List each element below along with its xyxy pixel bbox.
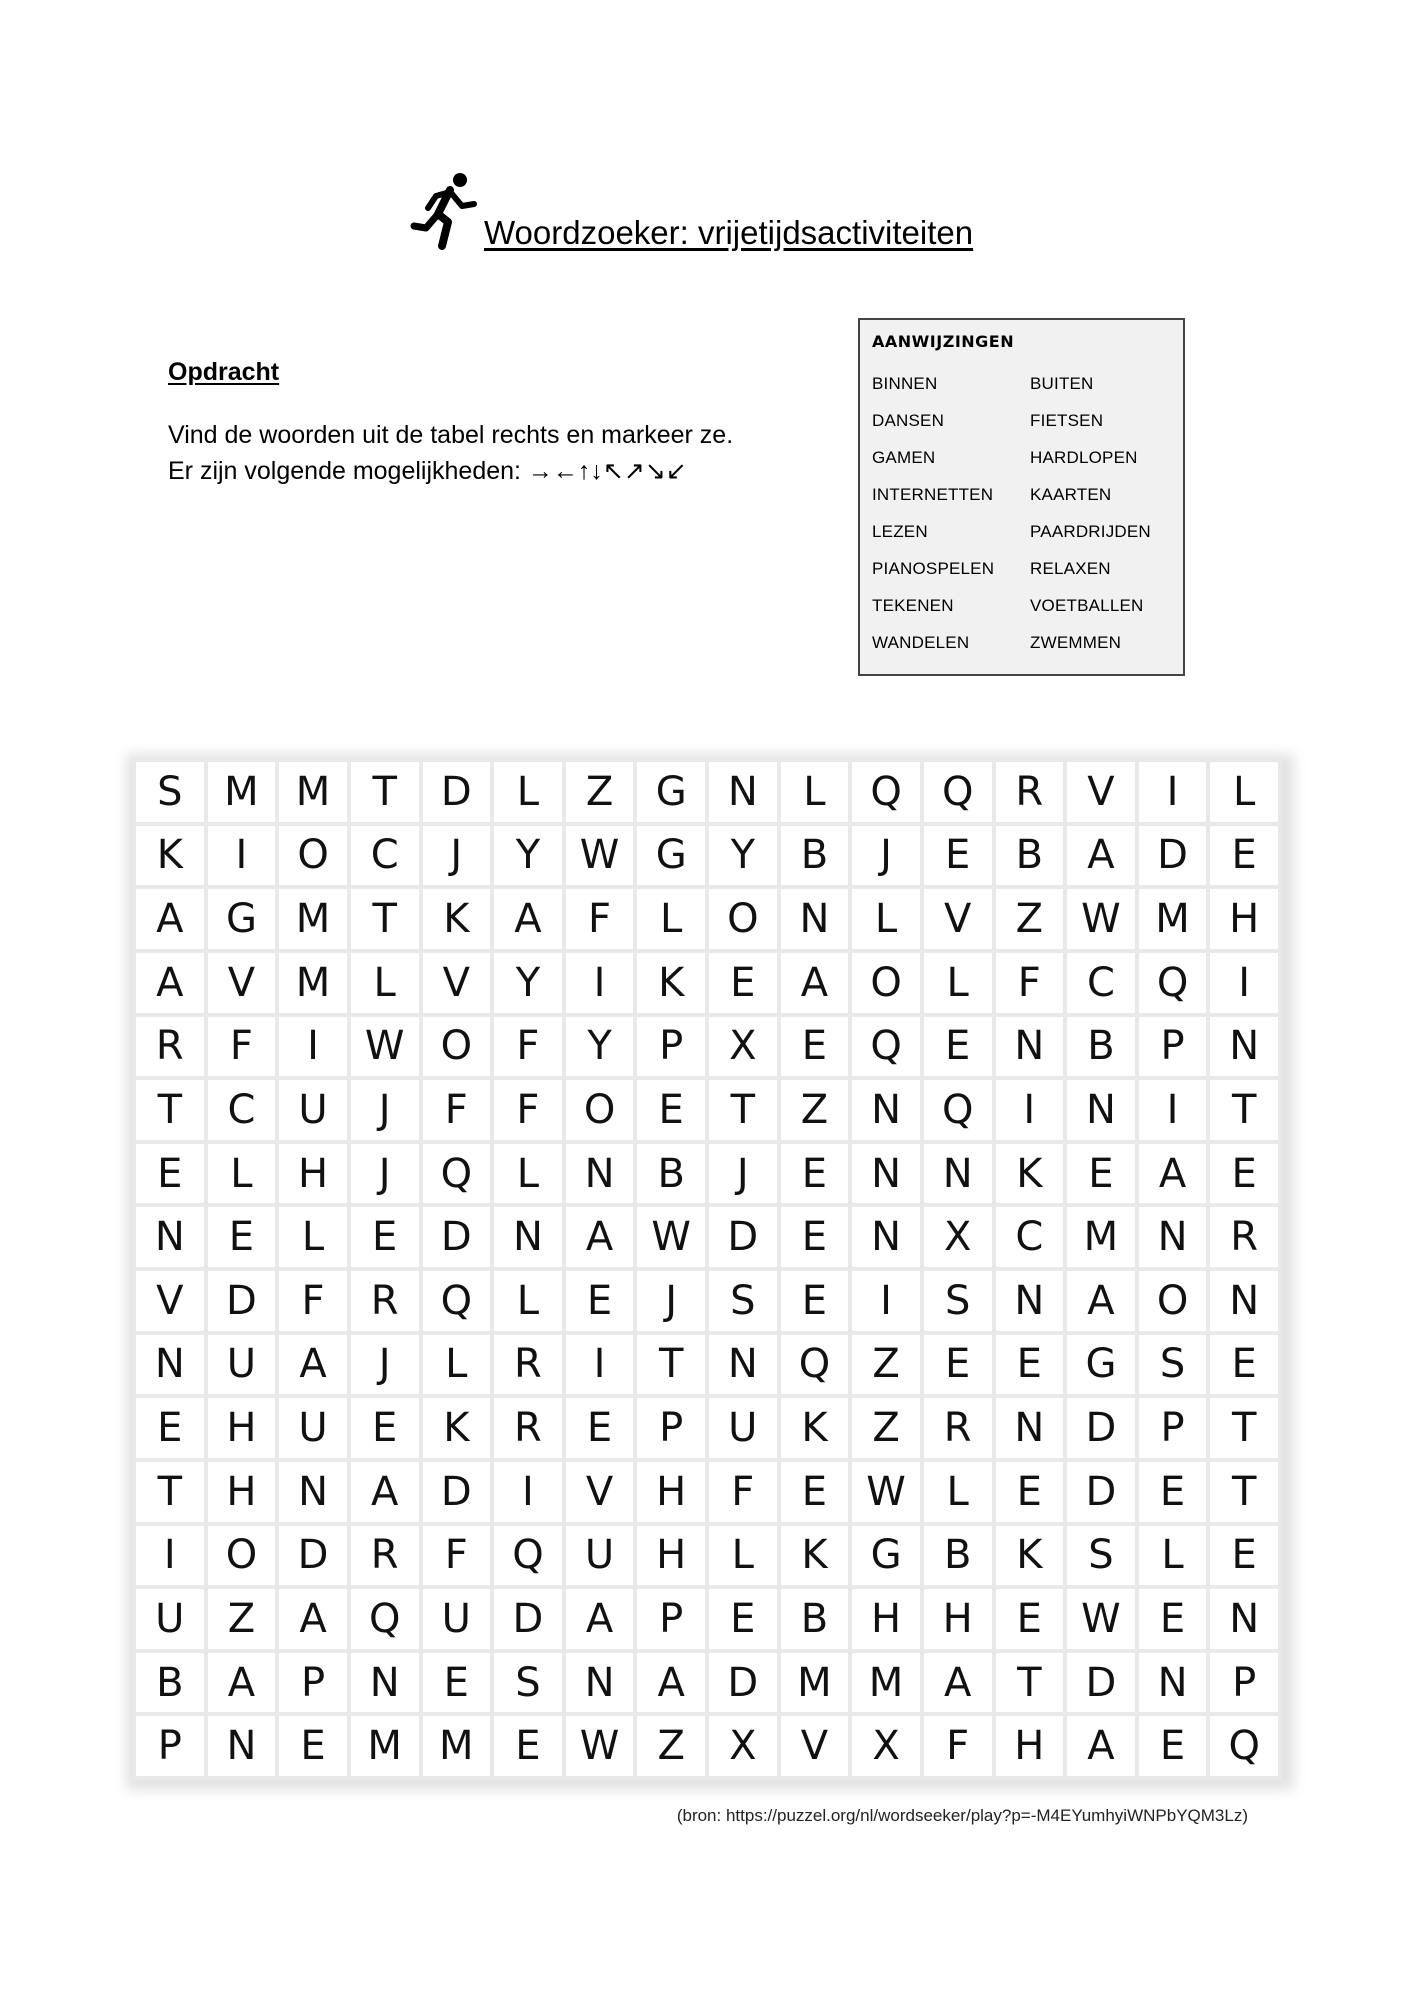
grid-cell[interactable]: Q [494, 1526, 562, 1586]
grid-cell[interactable]: N [566, 1144, 634, 1204]
grid-cell[interactable]: E [1139, 1716, 1207, 1776]
grid-cell[interactable]: M [279, 762, 347, 822]
grid-cell[interactable]: A [1139, 1144, 1207, 1204]
grid-cell[interactable]: X [852, 1716, 920, 1776]
grid-cell[interactable]: L [924, 1462, 992, 1522]
grid-cell[interactable]: F [208, 1017, 276, 1077]
grid-cell[interactable]: E [1210, 1335, 1278, 1395]
grid-cell[interactable]: N [1210, 1589, 1278, 1649]
grid-cell[interactable]: E [637, 1080, 705, 1140]
grid-cell[interactable]: N [1067, 1080, 1135, 1140]
grid-cell[interactable]: K [423, 889, 491, 949]
grid-cell[interactable]: U [208, 1335, 276, 1395]
hint-word: PAARDRIJDEN [1030, 522, 1151, 541]
grid-cell[interactable]: H [996, 1716, 1064, 1776]
grid-cell[interactable]: D [423, 1207, 491, 1267]
grid-cell[interactable]: C [208, 1080, 276, 1140]
page-header [410, 170, 1030, 260]
grid-cell[interactable]: R [351, 1526, 419, 1586]
grid-cell[interactable]: L [709, 1526, 777, 1586]
grid-cell[interactable]: Q [781, 1335, 849, 1395]
grid-cell[interactable]: P [637, 1589, 705, 1649]
grid-cell[interactable]: U [136, 1589, 204, 1649]
grid-cell[interactable]: T [1210, 1398, 1278, 1458]
grid-cell[interactable]: Q [1139, 953, 1207, 1013]
grid-cell[interactable]: W [1067, 889, 1135, 949]
grid-cell[interactable]: U [279, 1398, 347, 1458]
grid-cell[interactable]: E [709, 953, 777, 1013]
grid-cell[interactable]: A [279, 1335, 347, 1395]
grid-cell[interactable]: T [136, 1462, 204, 1522]
grid-cell[interactable]: L [351, 953, 419, 1013]
grid-cell[interactable]: B [1067, 1017, 1135, 1077]
grid-cell[interactable]: O [208, 1526, 276, 1586]
grid-cell[interactable]: N [208, 1716, 276, 1776]
grid-cell[interactable]: L [924, 953, 992, 1013]
grid-cell[interactable]: G [208, 889, 276, 949]
grid-cell[interactable]: N [781, 889, 849, 949]
grid-cell[interactable]: V [1067, 762, 1135, 822]
grid-cell[interactable]: I [208, 826, 276, 886]
grid-cell[interactable]: D [1067, 1462, 1135, 1522]
grid-cell[interactable]: V [566, 1462, 634, 1522]
grid-cell[interactable]: M [279, 953, 347, 1013]
grid-cell[interactable]: J [637, 1271, 705, 1331]
grid-cell[interactable]: I [566, 1335, 634, 1395]
hints-title: AANWIJZINGEN [872, 332, 1015, 351]
grid-cell[interactable]: E [1139, 1462, 1207, 1522]
hint-word: HARDLOPEN [1030, 448, 1138, 467]
grid-cell[interactable]: F [709, 1462, 777, 1522]
grid-cell[interactable]: X [709, 1716, 777, 1776]
grid-cell[interactable]: Y [494, 826, 562, 886]
grid-cell[interactable]: N [709, 762, 777, 822]
grid-cell[interactable]: A [279, 1589, 347, 1649]
grid-cell[interactable]: K [423, 1398, 491, 1458]
hint-word: KAARTEN [1030, 485, 1112, 504]
grid-cell[interactable]: L [494, 762, 562, 822]
grid-cell[interactable]: U [423, 1589, 491, 1649]
grid-cell[interactable]: N [1139, 1207, 1207, 1267]
grid-cell[interactable]: T [709, 1080, 777, 1140]
grid-cell[interactable]: D [423, 762, 491, 822]
grid-cell[interactable]: U [709, 1398, 777, 1458]
grid-cell[interactable]: E [996, 1462, 1064, 1522]
grid-cell[interactable]: E [351, 1398, 419, 1458]
grid-cell[interactable]: E [781, 1462, 849, 1522]
grid-cell[interactable]: Z [208, 1589, 276, 1649]
assignment-text [168, 417, 808, 489]
grid-cell[interactable]: R [136, 1017, 204, 1077]
grid-cell[interactable]: Q [351, 1589, 419, 1649]
grid-cell[interactable]: F [423, 1080, 491, 1140]
grid-cell[interactable]: G [637, 826, 705, 886]
grid-cell[interactable]: P [1210, 1653, 1278, 1713]
grid-cell[interactable]: O [709, 889, 777, 949]
grid-cell[interactable]: K [781, 1398, 849, 1458]
grid-cell[interactable]: E [566, 1271, 634, 1331]
grid-cell[interactable]: L [423, 1335, 491, 1395]
grid-cell[interactable]: S [136, 762, 204, 822]
grid-cell[interactable]: E [136, 1144, 204, 1204]
grid-cell[interactable]: V [208, 953, 276, 1013]
grid-cell[interactable]: N [996, 1398, 1064, 1458]
grid-cell[interactable]: R [351, 1271, 419, 1331]
grid-cell[interactable]: K [637, 953, 705, 1013]
grid-cell[interactable]: H [852, 1589, 920, 1649]
grid-cell[interactable]: N [1210, 1271, 1278, 1331]
grid-cell[interactable]: N [1139, 1653, 1207, 1713]
grid-cell[interactable]: W [1067, 1589, 1135, 1649]
grid-cell[interactable]: D [423, 1462, 491, 1522]
grid-cell[interactable]: S [1067, 1526, 1135, 1586]
assignment-line-1: Vind de woorden uit de tabel rechts en markeer ze. [168, 421, 734, 449]
grid-cell[interactable]: O [279, 826, 347, 886]
grid-cell[interactable]: M [1139, 889, 1207, 949]
grid-cell[interactable]: C [351, 826, 419, 886]
runner-icon [410, 170, 480, 250]
grid-cell[interactable]: A [566, 1589, 634, 1649]
grid-cell[interactable]: O [423, 1017, 491, 1077]
grid-cell[interactable]: N [996, 1017, 1064, 1077]
grid-cell[interactable]: N [136, 1207, 204, 1267]
grid-cell[interactable]: V [136, 1271, 204, 1331]
grid-cell[interactable]: T [1210, 1080, 1278, 1140]
grid-cell[interactable]: K [996, 1526, 1064, 1586]
grid-cell[interactable]: N [996, 1271, 1064, 1331]
grid-cell[interactable]: M [852, 1653, 920, 1713]
grid-cell[interactable]: B [924, 1526, 992, 1586]
grid-cell[interactable]: Q [924, 1080, 992, 1140]
grid-cell[interactable]: D [1067, 1653, 1135, 1713]
grid-cell[interactable]: H [208, 1462, 276, 1522]
grid-cell[interactable]: H [637, 1462, 705, 1522]
grid-cell[interactable]: U [566, 1526, 634, 1586]
grid-cell[interactable]: L [637, 889, 705, 949]
grid-cell[interactable]: P [637, 1017, 705, 1077]
grid-cell[interactable]: M [279, 889, 347, 949]
grid-cell[interactable]: Z [996, 889, 1064, 949]
grid-cell[interactable]: J [351, 1144, 419, 1204]
hint-word: FIETSEN [1030, 411, 1104, 430]
grid-cell[interactable]: M [351, 1716, 419, 1776]
grid-cell[interactable]: Z [852, 1398, 920, 1458]
grid-cell[interactable]: H [637, 1526, 705, 1586]
hint-word: DANSEN [872, 411, 945, 430]
grid-cell[interactable]: E [423, 1653, 491, 1713]
grid-cell[interactable]: N [494, 1207, 562, 1267]
grid-cell[interactable]: C [1067, 953, 1135, 1013]
grid-cell[interactable]: B [637, 1144, 705, 1204]
grid-cell[interactable]: A [351, 1462, 419, 1522]
grid-cell[interactable]: D [1067, 1398, 1135, 1458]
grid-cell[interactable]: D [709, 1207, 777, 1267]
grid-cell[interactable]: I [1139, 762, 1207, 822]
grid-cell[interactable]: L [781, 762, 849, 822]
grid-cell[interactable]: B [996, 826, 1064, 886]
grid-cell[interactable]: V [423, 953, 491, 1013]
grid-cell[interactable]: A [136, 953, 204, 1013]
grid-cell[interactable]: Z [781, 1080, 849, 1140]
grid-cell[interactable]: I [996, 1080, 1064, 1140]
grid-cell[interactable]: E [279, 1716, 347, 1776]
grid-cell[interactable]: J [351, 1335, 419, 1395]
grid-cell[interactable]: Z [852, 1335, 920, 1395]
grid-cell[interactable]: D [208, 1271, 276, 1331]
grid-cell[interactable]: R [924, 1398, 992, 1458]
grid-cell[interactable]: E [566, 1398, 634, 1458]
grid-cell[interactable]: K [136, 826, 204, 886]
grid-cell[interactable]: E [494, 1716, 562, 1776]
grid-cell[interactable]: N [709, 1335, 777, 1395]
grid-cell[interactable]: A [566, 1207, 634, 1267]
grid-cell[interactable]: A [1067, 826, 1135, 886]
grid-cell[interactable]: E [996, 1335, 1064, 1395]
grid-cell[interactable]: D [279, 1526, 347, 1586]
grid-cell[interactable]: I [494, 1462, 562, 1522]
hint-word: TEKENEN [872, 596, 954, 615]
grid-cell[interactable]: N [1210, 1017, 1278, 1077]
grid-cell[interactable]: A [1067, 1271, 1135, 1331]
grid-cell[interactable]: W [852, 1462, 920, 1522]
grid-cell[interactable]: A [1067, 1716, 1135, 1776]
grid-cell[interactable]: E [1210, 1144, 1278, 1204]
grid-cell[interactable]: F [423, 1526, 491, 1586]
grid-cell[interactable]: D [494, 1589, 562, 1649]
grid-cell[interactable]: B [781, 826, 849, 886]
grid-cell[interactable]: H [1210, 889, 1278, 949]
grid-cell[interactable]: W [351, 1017, 419, 1077]
grid-cell[interactable]: Y [709, 826, 777, 886]
grid-cell[interactable]: I [136, 1526, 204, 1586]
grid-cell[interactable]: I [852, 1271, 920, 1331]
grid-cell[interactable]: G [852, 1526, 920, 1586]
grid-cell[interactable]: A [136, 889, 204, 949]
hint-word: RELAXEN [1030, 559, 1111, 578]
source-credit: (bron: https://puzzel.org/nl/wordseeker/play?p=-M4EYumhyiWNPbYQM3Lz) [676, 1806, 1248, 1825]
grid-cell[interactable]: E [781, 1271, 849, 1331]
grid-cell[interactable]: N [566, 1653, 634, 1713]
grid-cell[interactable]: J [423, 826, 491, 886]
grid-cell[interactable]: E [1067, 1144, 1135, 1204]
grid-cell[interactable]: P [136, 1716, 204, 1776]
grid-cell[interactable]: F [494, 1080, 562, 1140]
grid-cell[interactable]: V [924, 889, 992, 949]
grid-cell[interactable]: R [996, 762, 1064, 822]
grid-cell[interactable]: O [566, 1080, 634, 1140]
grid-cell[interactable]: A [637, 1653, 705, 1713]
grid-cell[interactable]: F [924, 1716, 992, 1776]
grid-cell[interactable]: T [136, 1080, 204, 1140]
grid-cell[interactable]: N [852, 1080, 920, 1140]
grid-cell[interactable]: T [996, 1653, 1064, 1713]
grid-cell[interactable]: J [709, 1144, 777, 1204]
grid-cell[interactable]: K [781, 1526, 849, 1586]
grid-cell[interactable]: P [1139, 1017, 1207, 1077]
grid-cell[interactable]: E [924, 1017, 992, 1077]
grid-cell[interactable]: T [351, 762, 419, 822]
grid-cell[interactable]: Q [852, 1017, 920, 1077]
grid-cell[interactable]: C [996, 1207, 1064, 1267]
grid-cell[interactable]: A [208, 1653, 276, 1713]
grid-cell[interactable]: P [279, 1653, 347, 1713]
grid-cell[interactable]: Q [924, 762, 992, 822]
grid-cell[interactable]: L [279, 1207, 347, 1267]
grid-cell[interactable]: N [852, 1207, 920, 1267]
grid-cell[interactable]: W [566, 1716, 634, 1776]
grid-cell[interactable]: M [423, 1716, 491, 1776]
grid-cell[interactable]: M [781, 1653, 849, 1713]
grid-cell[interactable]: U [279, 1080, 347, 1140]
grid-cell[interactable]: J [351, 1080, 419, 1140]
hint-word: BINNEN [872, 374, 938, 393]
hint-word: INTERNETTEN [872, 485, 994, 504]
word-search-grid [132, 758, 1282, 1780]
grid-cell[interactable]: R [494, 1335, 562, 1395]
grid-cell[interactable]: N [852, 1144, 920, 1204]
grid-cell[interactable]: L [208, 1144, 276, 1204]
grid-cell[interactable]: V [781, 1716, 849, 1776]
hint-word: LEZEN [872, 522, 928, 541]
grid-cell[interactable]: D [709, 1653, 777, 1713]
grid-cell[interactable]: E [924, 1335, 992, 1395]
grid-cell[interactable]: S [709, 1271, 777, 1331]
grid-cell[interactable]: I [1210, 953, 1278, 1013]
grid-cell[interactable]: E [1210, 1526, 1278, 1586]
grid-cell[interactable]: E [781, 1144, 849, 1204]
grid-cell[interactable]: X [709, 1017, 777, 1077]
grid-cell[interactable]: F [566, 889, 634, 949]
grid-cell[interactable]: F [996, 953, 1064, 1013]
grid-cell[interactable]: G [1067, 1335, 1135, 1395]
grid-cell[interactable]: S [494, 1653, 562, 1713]
grid-cell[interactable]: B [781, 1589, 849, 1649]
grid-cell[interactable]: E [924, 826, 992, 886]
grid-cell[interactable]: B [136, 1653, 204, 1713]
grid-cell[interactable]: N [924, 1144, 992, 1204]
hint-word: VOETBALLEN [1030, 596, 1144, 615]
grid-cell[interactable]: O [852, 953, 920, 1013]
grid-cell[interactable]: E [709, 1589, 777, 1649]
grid-cell[interactable]: W [566, 826, 634, 886]
grid-cell[interactable]: E [208, 1207, 276, 1267]
grid-cell[interactable]: Q [852, 762, 920, 822]
grid-cell[interactable]: E [996, 1589, 1064, 1649]
grid-cell[interactable]: L [1210, 762, 1278, 822]
grid-cell[interactable]: X [924, 1207, 992, 1267]
grid-cell[interactable]: E [781, 1207, 849, 1267]
hint-word: ZWEMMEN [1030, 633, 1122, 652]
grid-cell[interactable]: E [1210, 826, 1278, 886]
grid-cell[interactable]: H [924, 1589, 992, 1649]
grid-cell[interactable]: Q [423, 1144, 491, 1204]
grid-cell[interactable]: F [494, 1017, 562, 1077]
grid-cell[interactable]: R [494, 1398, 562, 1458]
grid-cell[interactable]: N [351, 1653, 419, 1713]
hints-word-list [870, 365, 1173, 661]
hint-word: PIANOSPELEN [872, 559, 995, 578]
grid-cell[interactable]: R [1210, 1207, 1278, 1267]
grid-cell[interactable]: A [494, 889, 562, 949]
grid-cell[interactable]: T [637, 1335, 705, 1395]
hint-word: BUITEN [1030, 374, 1094, 393]
grid-cell[interactable]: J [852, 826, 920, 886]
grid-cell[interactable]: S [924, 1271, 992, 1331]
grid-cell[interactable]: E [351, 1207, 419, 1267]
grid-cell[interactable]: E [781, 1017, 849, 1077]
grid-cell[interactable]: N [136, 1335, 204, 1395]
grid-cell[interactable]: G [637, 762, 705, 822]
grid-cell[interactable]: D [1139, 826, 1207, 886]
grid-cell[interactable]: W [637, 1207, 705, 1267]
grid-cell[interactable]: P [637, 1398, 705, 1458]
grid-cell[interactable]: S [1139, 1335, 1207, 1395]
grid-cell[interactable]: I [279, 1017, 347, 1077]
grid-cell[interactable]: Y [494, 953, 562, 1013]
grid-cell[interactable]: O [1139, 1271, 1207, 1331]
grid-cell[interactable]: Q [1210, 1716, 1278, 1776]
grid-cell[interactable]: P [1139, 1398, 1207, 1458]
grid-cell[interactable]: E [1139, 1589, 1207, 1649]
grid-cell[interactable]: A [781, 953, 849, 1013]
grid-cell[interactable]: A [924, 1653, 992, 1713]
grid-cell[interactable]: H [208, 1398, 276, 1458]
grid-cell[interactable]: Z [637, 1716, 705, 1776]
grid-cell[interactable]: E [136, 1398, 204, 1458]
assignment-line-2: Er zijn volgende mogelijkheden: →←↑↓↖↗↘↙ [168, 457, 687, 485]
hint-word: WANDELEN [872, 633, 970, 652]
grid-cell[interactable]: H [279, 1144, 347, 1204]
grid-cell[interactable]: Q [423, 1271, 491, 1331]
grid-cell[interactable]: N [279, 1462, 347, 1522]
grid-cell[interactable]: M [1067, 1207, 1135, 1267]
hint-word: GAMEN [872, 448, 936, 467]
grid-cell[interactable]: T [351, 889, 419, 949]
grid-cell[interactable]: I [1139, 1080, 1207, 1140]
page-title: Woordzoeker: vrijetijdsactiviteiten [484, 214, 974, 251]
grid-cell[interactable]: I [566, 953, 634, 1013]
grid-cell[interactable]: L [494, 1144, 562, 1204]
assignment-section [168, 358, 808, 489]
hints-box [858, 318, 1185, 676]
grid-cell[interactable]: T [1210, 1462, 1278, 1522]
grid-cell[interactable]: F [279, 1271, 347, 1331]
assignment-heading: Opdracht [168, 358, 280, 386]
grid-cell[interactable]: L [494, 1271, 562, 1331]
grid-cell[interactable]: L [1139, 1526, 1207, 1586]
grid-cell[interactable]: K [996, 1144, 1064, 1204]
grid-cell[interactable]: L [852, 889, 920, 949]
grid-cell[interactable]: M [208, 762, 276, 822]
grid-cell[interactable]: Y [566, 1017, 634, 1077]
grid-cell[interactable]: Z [566, 762, 634, 822]
